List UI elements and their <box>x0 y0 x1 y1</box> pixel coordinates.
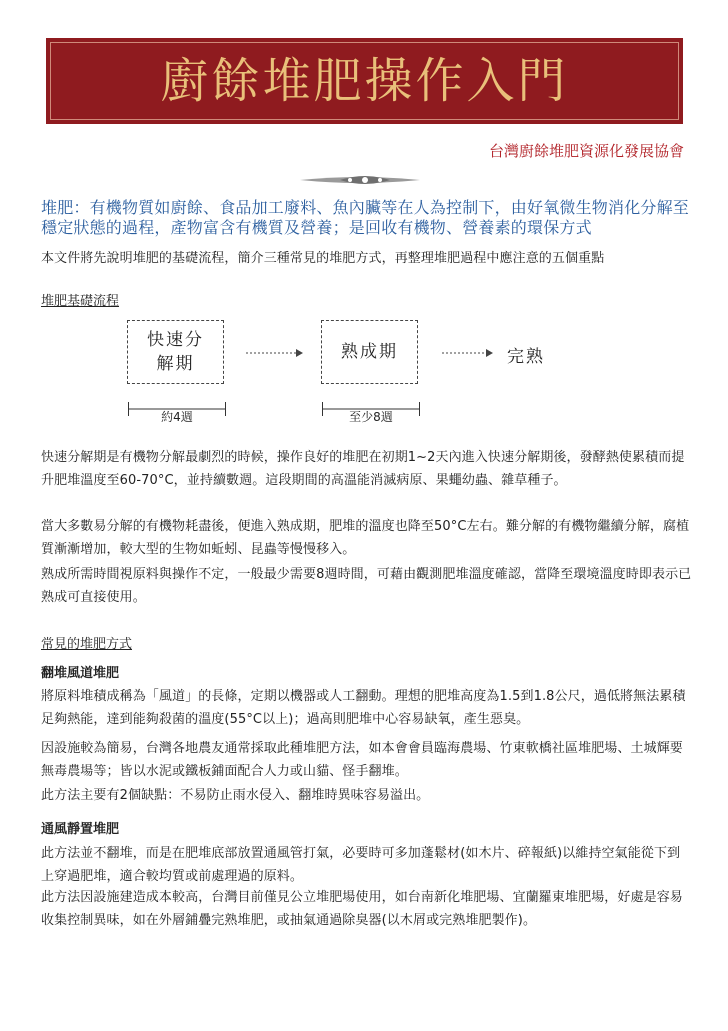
static-pile-paragraph-2: 此方法因設施建造成本較高，台灣目前僅見公立堆肥場使用，如台南新化堆肥場、宜蘭羅東堆肥場，好處是容易收集控制異味，如在外層鋪疊完熟堆肥，或抽氣通過除臭器(以木屑或完熟堆肥製作)。 <box>41 890 683 928</box>
methods-heading: 常見的堆肥方式 <box>41 637 133 652</box>
duration-rapid-label: 約4週 <box>157 410 197 424</box>
arrow-icon <box>442 347 494 359</box>
stage-fully-mature: 完熟 <box>507 347 545 367</box>
compost-definition: 堆肥：有機物質如廚餘、食品加工廢料、魚內臟等在人為控制下，由好氧微生物消化分解至穩定狀態的過程，產物富含有機質及營養；是回收有機物、營養素的環保方式 <box>41 198 690 237</box>
maturation-paragraph: 當大多數易分解的有機物耗盡後，便進入熟成期，肥堆的溫度也降至50°C左右。難分解的有機物繼續分解，腐植質漸漸增加，較大型的生物如蚯蚓、昆蟲等慢慢移入。 <box>41 519 690 557</box>
document-overview: 本文件將先說明堆肥的基礎流程，簡介三種常見的堆肥方式，再整理堆肥過程中應注意的五個重點 <box>41 251 605 266</box>
stage-rapid-line2: 解期 <box>156 354 195 374</box>
title-banner-frame <box>50 42 679 120</box>
maturation-time-paragraph: 熟成所需時間視原料與操作不定，一般最少需要8週時間，可藉由觀測肥堆溫度確認，當降至環境溫度時即表示已熟成可直接使用。 <box>41 567 692 605</box>
title-banner <box>46 38 683 124</box>
duration-maturation-label: 至少8週 <box>345 410 397 424</box>
static-pile-paragraph-1: 此方法並不翻堆，而是在肥堆底部放置通風管打氣，必要時可多加蓬鬆材(如木片、碎報紙)以維持空氣能從下到上穿過肥堆，適合較均質或前處理過的原料。 <box>41 846 681 884</box>
duration-rapid <box>128 408 226 425</box>
windrow-paragraph-3: 此方法主要有2個缺點：不易防止雨水侵入、翻堆時異味容易溢出。 <box>41 788 430 803</box>
arrow-icon <box>246 347 304 359</box>
stage-maturation-label: 熟成期 <box>341 342 398 362</box>
static-pile-heading: 通風靜置堆肥 <box>41 822 120 837</box>
organization-name: 台灣廚餘堆肥資源化發展協會 <box>488 142 684 160</box>
stage-rapid-line1: 快速分 <box>147 330 204 350</box>
page-title: 廚餘堆肥操作入門 <box>160 53 569 109</box>
rapid-phase-paragraph: 快速分解期是有機物分解最劇烈的時候，操作良好的堆肥在初期1~2天內進入快速分解期後，發酵熱使累積而提升肥堆溫度至60-70°C，並持續數週。這段期間的高溫能消滅病原、果蠅幼蟲、雜草種子。 <box>41 450 685 488</box>
duration-maturation <box>322 408 420 425</box>
windrow-paragraph-1: 將原料堆積成稱為「風道」的長條，定期以機器或人工翻動。理想的肥堆高度為1.5到1.8公尺，過低將無法累積足夠熱能，達到能夠殺菌的溫度(55°C以上)；過高則肥堆中心容易缺氧，產生惡臭。 <box>41 689 686 727</box>
process-heading: 堆肥基礎流程 <box>41 294 120 309</box>
windrow-paragraph-2: 因設施較為簡易，台灣各地農友通常採取此種堆肥方法，如本會會員臨海農場、竹東軟橋社區堆肥場、土城輝要無毒農場等；皆以水泥或鐵板鋪面配合人力或山貓、怪手翻堆。 <box>41 741 683 779</box>
stage-maturation <box>321 320 418 384</box>
windrow-heading: 翻堆風道堆肥 <box>41 666 120 681</box>
stage-rapid-decomposition <box>127 320 224 384</box>
ornament-divider <box>0 170 728 190</box>
